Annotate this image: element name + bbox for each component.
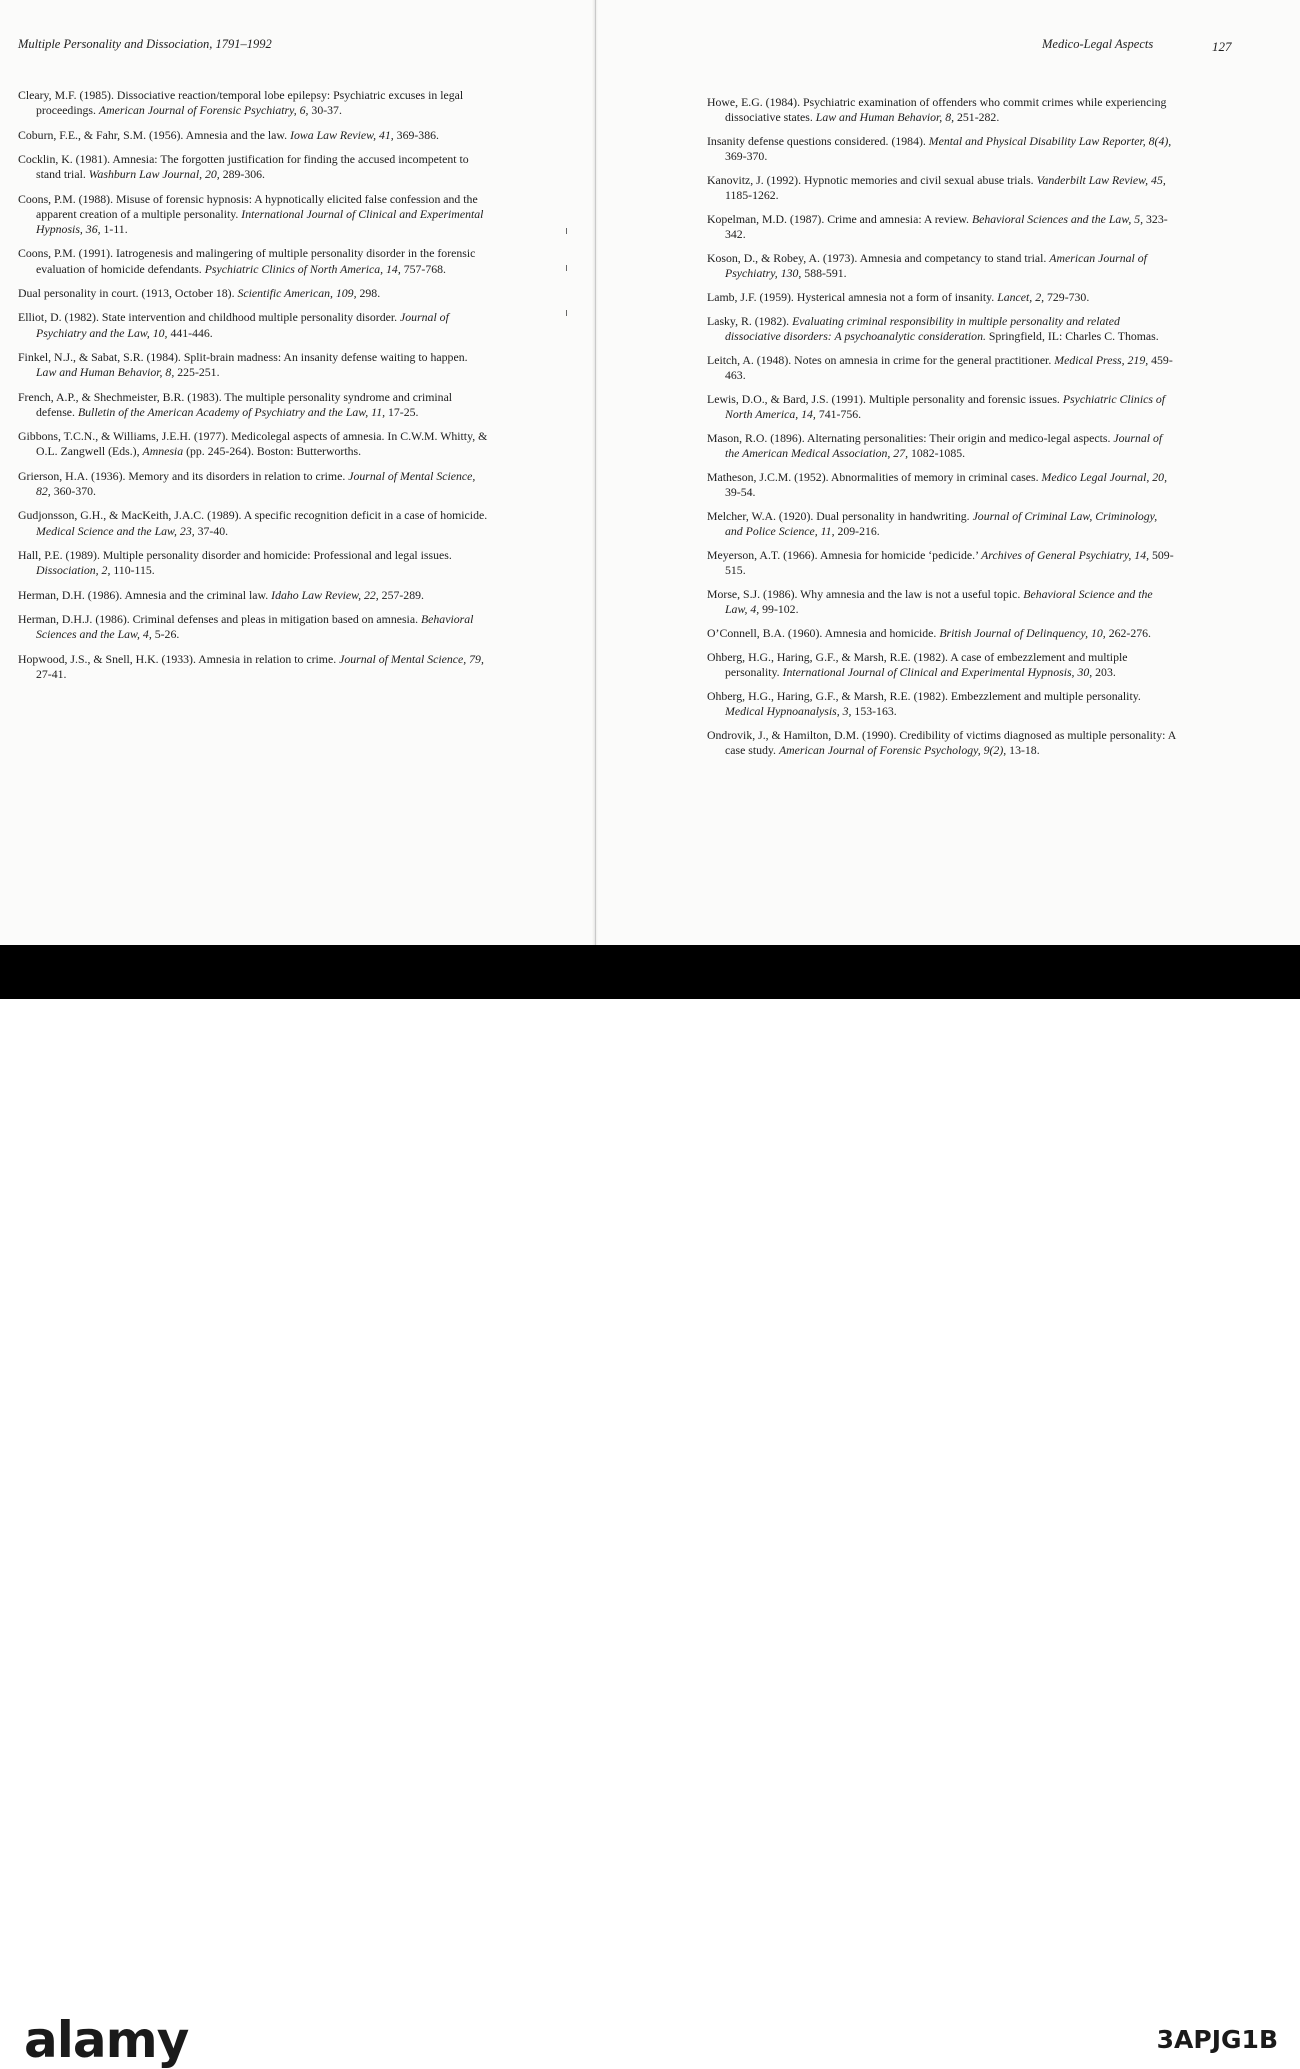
reference-entry (18, 508, 488, 538)
reference-entry (707, 212, 1177, 242)
reference-pages: 459-463. (725, 352, 1173, 382)
reference-source: Behavioral Sciences and the Law, 5, (971, 212, 1144, 226)
reference-entry (18, 548, 488, 578)
reference-source: Medical Science and the Law, 23, (36, 523, 195, 538)
reference-source: Journal of Criminal Law, Criminology, and Police Science, 11, (725, 508, 1158, 538)
reference-source: International Journal of Clinical and Experimental Hypnosis, 36, (36, 206, 484, 236)
reference-entry (18, 192, 488, 238)
reference-entry (707, 173, 1177, 203)
left-running-head: Multiple Personality and Dissociation, 1791–1992 (18, 37, 272, 51)
reference-entry (18, 286, 488, 301)
reference-authors-title: Finkel, N.J., & Sabat, S.R. (1984). Split-brain madness: An insanity defense waiting to happen. (18, 349, 468, 364)
reference-pages: 298. (356, 285, 381, 300)
reference-authors-title: Morse, S.J. (1986). Why amnesia and the law is not a useful topic. (707, 586, 1024, 601)
reference-authors-title: Kopelman, M.D. (1987). Crime and amnesia: A review. (707, 212, 972, 226)
reference-pages: 509-515. (725, 547, 1174, 577)
watermark-footer (0, 999, 1300, 2069)
reference-source: Behavioral Sciences and the Law, 4, (36, 611, 474, 642)
reference-authors-title: Herman, D.H. (1986). Amnesia and the criminal law. (18, 587, 272, 602)
reference-pages: 39-54. (725, 485, 756, 499)
reference-pages: 251-282. (954, 110, 1000, 125)
reference-authors-title: Coburn, F.E., & Fahr, S.M. (1956). Amnesia and the law. (18, 127, 291, 142)
reference-pages: 13-18. (1006, 742, 1040, 757)
reference-authors-title: Howe, E.G. (1984). Psychiatric examination of offenders who commit crimes while experiencing dissociative states. (707, 95, 1167, 125)
reference-entry (707, 392, 1177, 422)
reference-entry (707, 470, 1177, 500)
reference-entry (707, 251, 1177, 281)
left-reference-list (18, 88, 488, 691)
reference-pages: 153-163. (851, 703, 897, 718)
page-number: 127 (1212, 39, 1232, 54)
reference-source: Journal of Psychiatry and the Law, 10, (36, 310, 449, 340)
reference-authors-title: O’Connell, B.A. (1960). Amnesia and homicide. (707, 625, 940, 640)
reference-entry (707, 290, 1177, 305)
reference-pages: 37-40. (194, 523, 229, 538)
reference-authors-title: Lewis, D.O., & Bard, J.S. (1991). Multiple personality and forensic issues. (707, 391, 1063, 406)
reference-authors-title: Kanovitz, J. (1992). Hypnotic memories and civil sexual abuse trials. (707, 173, 1037, 187)
reference-authors-title: Grierson, H.A. (1936). Memory and its disorders in relation to crime. (18, 468, 349, 483)
reference-authors-title: Gudjonsson, G.H., & MacKeith, J.A.C. (1989). A specific recognition deficit in a case of homicide. (18, 508, 488, 523)
reference-source: Mental and Physical Disability Law Reporter, 8(4), (928, 134, 1172, 148)
reference-entry (707, 650, 1177, 680)
reference-entry (707, 626, 1177, 641)
reference-pages: 27-41. (36, 666, 67, 681)
reference-source: Journal of the American Medical Association, 27, (725, 430, 1163, 460)
reference-source: Behavioral Science and the Law, 4, (725, 586, 1153, 616)
reference-pages: 209-216. (834, 524, 880, 538)
reference-source: Iowa Law Review, 41, (290, 127, 394, 142)
reference-pages: 1-11. (100, 221, 128, 236)
reference-authors-title: Lasky, R. (1982). (707, 313, 793, 328)
reference-entry (18, 246, 488, 276)
scan-mark (566, 228, 567, 234)
reference-authors-title: French, A.P., & Shechmeister, B.R. (1983). The multiple personality syndrome and criminal defense. (18, 389, 453, 419)
reference-authors-title: Meyerson, A.T. (1966). Amnesia for homicide ‘pedicide.’ (707, 547, 982, 562)
reference-authors-title: Lamb, J.F. (1959). Hysterical amnesia not a form of insanity. (707, 290, 998, 304)
reference-source: Bulletin of the American Academy of Psychiatry and the Law, 11, (77, 404, 386, 419)
book-spread (0, 0, 1300, 945)
reference-source: Law and Human Behavior, 8, (36, 365, 175, 380)
reference-source: Journal of Mental Science, 82, (36, 468, 476, 498)
scan-mark (566, 265, 567, 271)
reference-pages: 17-25. (385, 404, 419, 419)
reference-entry (707, 314, 1177, 344)
reference-entry (18, 88, 488, 118)
reference-source: Law and Human Behavior, 8, (815, 110, 955, 125)
reference-entry (18, 588, 488, 603)
reference-pages: (pp. 245-264). Boston: Butterworths. (183, 444, 362, 459)
reference-entry (707, 548, 1177, 578)
reference-pages: 99-102. (759, 602, 799, 616)
reference-source: Journal of Mental Science, 79, (339, 651, 484, 666)
reference-authors-title: Insanity defense questions considered. (1984). (707, 134, 929, 148)
reference-source: British Journal of Delinquency, 10, (939, 625, 1106, 640)
reference-source: American Journal of Forensic Psychology, 9(2), (778, 742, 1007, 757)
reference-pages: 741-756. (815, 407, 862, 421)
reference-source: Washburn Law Journal, 20, (88, 167, 220, 182)
stock-image-id: 3APJG1B (1156, 2025, 1278, 2054)
reference-pages: 588-591. (801, 266, 847, 281)
reference-pages: 369-386. (393, 127, 439, 142)
reference-authors-title: Coons, P.M. (1991). Iatrogenesis and malingering of multiple personality disorder in the forensic evaluation of homicide defendants. (18, 246, 476, 276)
reference-source: American Journal of Forensic Psychiatry, 6, (98, 103, 309, 118)
reference-pages: 729-730. (1044, 290, 1090, 304)
reference-entry (18, 350, 488, 380)
reference-entry (18, 612, 488, 642)
reference-pages: 110-115. (110, 563, 155, 578)
reference-authors-title: Ohberg, H.G., Haring, G.F., & Marsh, R.E. (1982). Embezzlement and multiple personality. (707, 688, 1141, 703)
reference-entry (18, 390, 488, 420)
reference-source: Dissociation, 2, (36, 563, 111, 578)
reference-entry (707, 353, 1177, 383)
reference-entry (707, 431, 1177, 461)
reference-entry (707, 689, 1177, 719)
reference-entry (18, 652, 488, 682)
reference-authors-title: Ohberg, H.G., Haring, G.F., & Marsh, R.E. (1982). A case of embezzlement and multiple personality. (707, 649, 1128, 679)
reference-source: International Journal of Clinical and Experimental Hypnosis, 30, (782, 664, 1093, 679)
reference-entry (707, 95, 1177, 125)
reference-pages: 323-342. (725, 212, 1168, 242)
reference-entry (18, 310, 488, 340)
reference-source: Medical Press, 219, (1054, 352, 1149, 367)
reference-source: Amnesia (142, 444, 184, 459)
reference-source: Vanderbilt Law Review, 45, (1036, 173, 1166, 187)
reference-entry (18, 429, 488, 459)
reference-authors-title: Mason, R.O. (1896). Alternating personalities: Their origin and medico-legal aspects. (707, 430, 1114, 445)
reference-pages: 1082-1085. (908, 446, 966, 460)
reference-entry (707, 134, 1177, 164)
reference-entry (18, 128, 488, 143)
reference-entry (707, 728, 1177, 758)
reference-authors-title: Hopwood, J.S., & Snell, H.K. (1933). Amnesia in relation to crime. (18, 651, 340, 666)
right-running-head: Medico-Legal Aspects (1042, 37, 1154, 51)
alamy-logo: alamy (24, 2011, 189, 2069)
reference-authors-title: Gibbons, T.C.N., & Williams, J.E.H. (1977). Medicolegal aspects of amnesia. In C.W.M. Whitty, & O.L. Zangwell (Eds.), (18, 429, 488, 459)
reference-source: Evaluating criminal responsibility in multiple personality and related dissociative disorders: A psychoanalytic consideration. (725, 313, 1120, 343)
reference-pages: 262-276. (1105, 625, 1151, 640)
reference-pages: 757-768. (400, 261, 446, 276)
reference-pages: 30-37. (308, 103, 342, 118)
reference-entry (707, 587, 1177, 617)
reference-source: Medico Legal Journal, 20, (1041, 469, 1168, 484)
reference-authors-title: Melcher, W.A. (1920). Dual personality in handwriting. (707, 508, 973, 523)
reference-entry (18, 152, 488, 182)
reference-authors-title: Cleary, M.F. (1985). Dissociative reaction/temporal lobe epilepsy: Psychiatric excuses in legal proceedings. (18, 88, 464, 118)
reference-pages: 289-306. (219, 167, 265, 182)
reference-pages: 203. (1092, 664, 1116, 679)
reference-pages: 257-289. (378, 587, 424, 602)
reference-authors-title: Ondrovik, J., & Hamilton, D.M. (1990). Credibility of victims diagnosed as multiple personality: A case study. (707, 727, 1176, 757)
reference-authors-title: Coons, P.M. (1988). Misuse of forensic hypnosis: A hypnotically elicited false confession and the apparent creation of a multiple personality. (18, 191, 478, 221)
reference-source: Scientific American, 109, (237, 285, 357, 300)
right-reference-list (707, 95, 1177, 767)
reference-source: Psychiatric Clinics of North America, 14, (204, 261, 401, 276)
reference-entry (707, 509, 1177, 539)
reference-source: Medical Hypnoanalysis, 3, (725, 703, 852, 718)
reference-pages: 360-370. (50, 483, 96, 498)
reference-pages: 225-251. (174, 365, 220, 380)
reference-authors-title: Matheson, J.C.M. (1952). Abnormalities of memory in criminal cases. (707, 469, 1042, 484)
scan-bottom-band (0, 945, 1300, 999)
reference-authors-title: Herman, D.H.J. (1986). Criminal defenses and pleas in mitigation based on amnesia. (18, 611, 421, 626)
reference-source: Idaho Law Review, 22, (271, 587, 379, 602)
reference-authors-title: Koson, D., & Robey, A. (1973). Amnesia and competancy to stand trial. (707, 251, 1050, 265)
reference-authors-title: Hall, P.E. (1989). Multiple personality disorder and homicide: Professional and legal issues. (18, 547, 452, 562)
reference-source: American Journal of Psychiatry, 130, (725, 251, 1147, 281)
reference-source: Psychiatric Clinics of North America, 14, (725, 391, 1166, 421)
reference-pages: 5-26. (151, 627, 180, 642)
book-gutter-line (595, 0, 596, 945)
reference-source: Archives of General Psychiatry, 14, (981, 547, 1150, 562)
reference-authors-title: Dual personality in court. (1913, October 18). (18, 285, 238, 300)
reference-pages: 369-370. (725, 149, 768, 164)
reference-authors-title: Leitch, A. (1948). Notes on amnesia in crime for the general practitioner. (707, 352, 1055, 367)
reference-source: Lancet, 2, (997, 290, 1045, 304)
reference-pages: Springfield, IL: Charles C. Thomas. (985, 329, 1159, 343)
scan-mark (566, 310, 567, 316)
reference-authors-title: Elliot, D. (1982). State intervention and childhood multiple personality disorder. (18, 310, 401, 325)
reference-pages: 441-446. (167, 325, 213, 340)
reference-pages: 1185-1262. (725, 188, 779, 203)
reference-entry (18, 469, 488, 499)
reference-authors-title: Cocklin, K. (1981). Amnesia: The forgotten justification for finding the accused incompetent to stand trial. (18, 151, 469, 182)
